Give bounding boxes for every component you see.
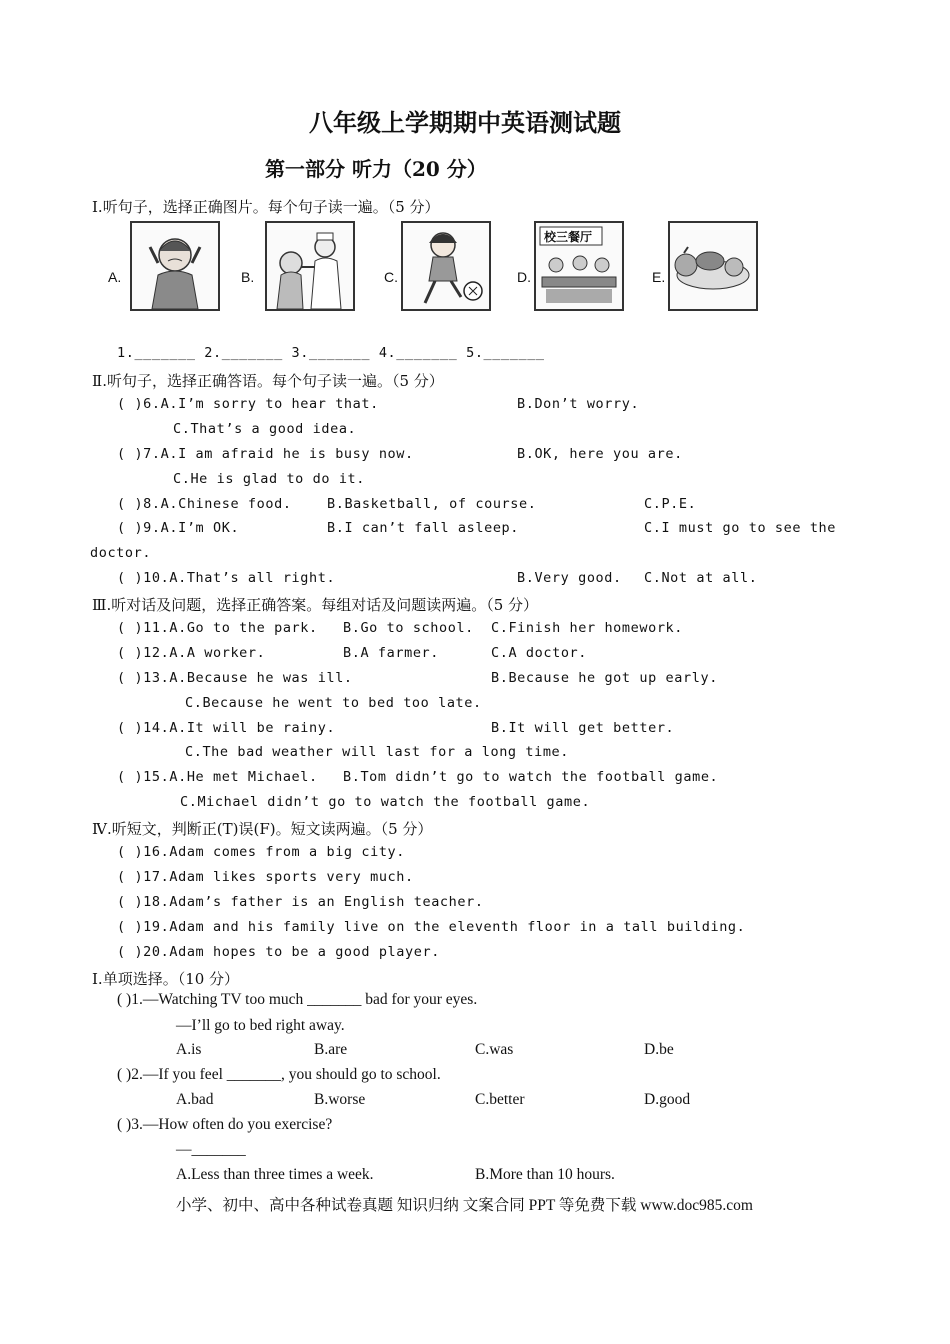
section-heading: Ⅰ.听句子，选择正确图片。每个句子读一遍。（5 分） bbox=[92, 198, 440, 216]
option-continued: doctor. bbox=[90, 545, 152, 561]
option: C.I must go to see the bbox=[644, 520, 837, 536]
picture-label: A. bbox=[108, 269, 122, 285]
sick-boy-icon bbox=[132, 223, 218, 309]
option: B.OK, here you are. bbox=[517, 446, 683, 462]
picture-girl-football bbox=[401, 221, 491, 311]
option: D.be bbox=[644, 1041, 674, 1058]
answer-blanks: 1._______ 2._______ 3._______ 4._______ 5._______ bbox=[117, 345, 545, 361]
question-line: ( )11.A.Go to the park. bbox=[117, 620, 318, 636]
page-title: 八年级上学期期中英语测试题 bbox=[309, 108, 621, 137]
question-line: ( )16.Adam comes from a big city. bbox=[117, 844, 406, 860]
option: A.is bbox=[176, 1041, 202, 1058]
section-heading: Ⅰ.单项选择。（10 分） bbox=[92, 970, 240, 988]
option: C.Finish her homework. bbox=[491, 620, 684, 636]
picture-label: E. bbox=[652, 269, 666, 285]
girl-football-icon bbox=[403, 223, 489, 309]
part-heading: 第一部分 听力（20 分） bbox=[265, 157, 487, 181]
option: C.P.E. bbox=[644, 496, 697, 512]
option: C.He is glad to do it. bbox=[173, 471, 366, 487]
section-heading: Ⅱ.听句子，选择正确答语。每个句子读一遍。（5 分） bbox=[92, 372, 444, 390]
option: C.Not at all. bbox=[644, 570, 758, 586]
option: B.Tom didn’t go to watch the football game. bbox=[343, 769, 719, 785]
question-line: ( )14.A.It will be rainy. bbox=[117, 720, 336, 736]
picture-fruit-food bbox=[668, 221, 758, 311]
option: B.Basketball, of course. bbox=[327, 496, 537, 512]
question-line: ( )15.A.He met Michael. bbox=[117, 769, 318, 785]
option: C.Because he went to bed too late. bbox=[185, 695, 482, 711]
question-line: ( )13.A.Because he was ill. bbox=[117, 670, 353, 686]
option: B.A farmer. bbox=[343, 645, 440, 661]
option: B.I can’t fall asleep. bbox=[327, 520, 520, 536]
option: A.Less than three times a week. bbox=[176, 1166, 374, 1183]
picture-canteen bbox=[534, 221, 624, 311]
picture-label: D. bbox=[517, 269, 531, 285]
option: B.More than 10 hours. bbox=[475, 1166, 615, 1183]
option: C.Michael didn’t go to watch the football game. bbox=[180, 794, 591, 810]
picture-label: B. bbox=[241, 269, 255, 285]
question-line: ( )10.A.That’s all right. bbox=[117, 570, 336, 586]
doctor-icon bbox=[267, 223, 353, 309]
option: A.bad bbox=[176, 1091, 214, 1108]
question-line: ( )2.—If you feel _______, you should go to school. bbox=[117, 1066, 441, 1083]
option: B.worse bbox=[314, 1091, 366, 1108]
section-heading: Ⅲ.听对话及问题，选择正确答案。每组对话及问题读两遍。（5 分） bbox=[92, 596, 539, 614]
question-line: ( )20.Adam hopes to be a good player. bbox=[117, 944, 440, 960]
option: C.A doctor. bbox=[491, 645, 588, 661]
canteen-icon bbox=[536, 223, 622, 309]
option: C.was bbox=[475, 1041, 514, 1058]
question-line: ( )6.A.I’m sorry to hear that. bbox=[117, 396, 379, 412]
option: B.Because he got up early. bbox=[491, 670, 718, 686]
question-line: ( )17.Adam likes sports very much. bbox=[117, 869, 414, 885]
question-line: ( )9.A.I’m OK. bbox=[117, 520, 240, 536]
question-line: ( )18.Adam’s father is an English teacher. bbox=[117, 894, 484, 910]
question-line: ( )1.—Watching TV too much _______ bad for your eyes. bbox=[117, 991, 478, 1008]
dialogue-line: —I’ll go to bed right away. bbox=[176, 1017, 345, 1034]
picture-label: C. bbox=[384, 269, 398, 285]
canteen-sign: 校三餐厅 bbox=[544, 230, 593, 244]
question-line: ( )3.—How often do you exercise? bbox=[117, 1116, 333, 1133]
option: C.That’s a good idea. bbox=[173, 421, 357, 437]
option: B.It will get better. bbox=[491, 720, 675, 736]
option: B.are bbox=[314, 1041, 348, 1058]
question-line: ( )8.A.Chinese food. bbox=[117, 496, 292, 512]
option: D.good bbox=[644, 1091, 691, 1108]
question-line: ( )7.A.I am afraid he is busy now. bbox=[117, 446, 414, 462]
picture-sick-boy bbox=[130, 221, 220, 311]
section-heading: Ⅳ.听短文，判断正(T)误(F)。短文读两遍。（5 分） bbox=[92, 820, 433, 838]
option: C.The bad weather will last for a long time. bbox=[185, 744, 570, 760]
dialogue-line: —_______ bbox=[176, 1141, 246, 1158]
option: B.Don’t worry. bbox=[517, 396, 640, 412]
picture-doctor bbox=[265, 221, 355, 311]
question-line: ( )12.A.A worker. bbox=[117, 645, 266, 661]
option: C.better bbox=[475, 1091, 525, 1108]
question-line: ( )19.Adam and his family live on the eleventh floor in a tall building. bbox=[117, 919, 746, 935]
footer-text: 小学、初中、高中各种试卷真题 知识归纳 文案合同 PPT 等免费下载 www.doc985.com bbox=[176, 1197, 753, 1214]
option: B.Very good. bbox=[517, 570, 622, 586]
option: B.Go to school. bbox=[343, 620, 474, 636]
food-icon bbox=[670, 223, 756, 309]
